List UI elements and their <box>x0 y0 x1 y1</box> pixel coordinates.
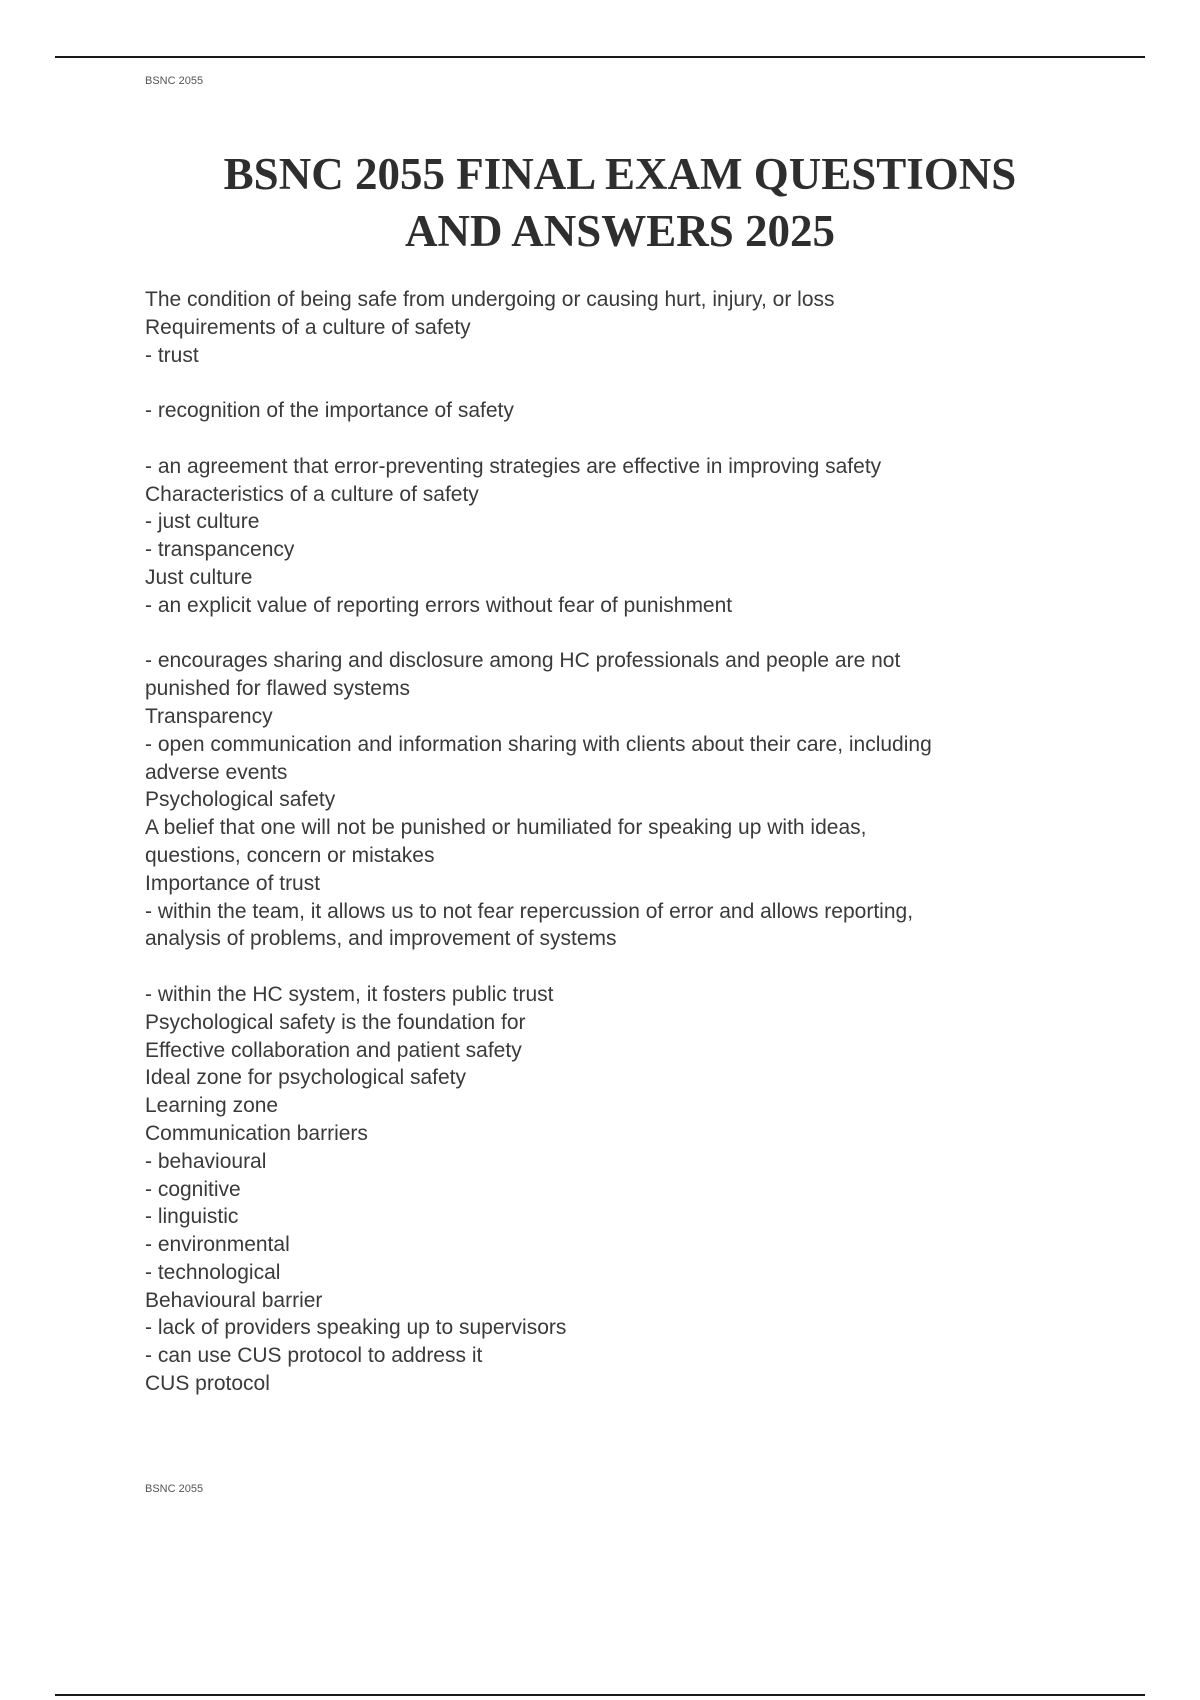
text-line: questions, concern or mistakes <box>145 843 435 867</box>
running-header: BSNC 2055 <box>145 75 204 87</box>
text-line: Requirements of a culture of safety <box>145 315 471 339</box>
text-line: Effective collaboration and patient safety <box>145 1038 522 1062</box>
blank-line <box>145 425 1075 453</box>
text-line: adverse events <box>145 760 288 784</box>
text-line: - technological <box>145 1260 281 1284</box>
text-line: - transpancency <box>145 538 295 562</box>
text-line: - can use CUS protocol to address it <box>145 1344 483 1368</box>
text-line: - an agreement that error-preventing strategies are effective in improving safety <box>145 454 882 478</box>
text-line: - lack of providers speaking up to supervisors <box>145 1316 567 1340</box>
text-line: Psychological safety <box>145 788 336 812</box>
bottom-rule <box>55 1694 1145 1696</box>
text-line: Transparency <box>145 704 273 728</box>
text-line: Characteristics of a culture of safety <box>145 482 479 506</box>
title-line-1: BSNC 2055 FINAL EXAM QUESTIONS <box>223 149 1017 199</box>
title-line-2: AND ANSWERS 2025 <box>404 206 836 256</box>
text-line: analysis of problems, and improvement of systems <box>145 927 617 951</box>
blank-line <box>145 620 1075 648</box>
text-line: Communication barriers <box>145 1121 368 1145</box>
text-line: Behavioural barrier <box>145 1288 323 1312</box>
document-body <box>145 286 1075 1398</box>
text-line: - just culture <box>145 510 260 534</box>
text-line: - encourages sharing and disclosure among HC professionals and people are not <box>145 649 901 673</box>
text-line: punished for flawed systems <box>145 677 410 701</box>
text-line: The condition of being safe from undergoing or causing hurt, injury, or loss <box>145 288 835 311</box>
blank-line <box>145 369 1075 397</box>
text-line: Psychological safety is the foundation for <box>145 1010 526 1034</box>
text-line: - within the team, it allows us to not fear repercussion of error and allows reporting, <box>145 899 914 923</box>
text-line: - linguistic <box>145 1205 239 1229</box>
text-line: Importance of trust <box>145 871 321 895</box>
text-line: Learning zone <box>145 1094 279 1118</box>
document-title <box>100 146 1140 260</box>
text-line: - environmental <box>145 1233 290 1257</box>
text-line: - cognitive <box>145 1177 241 1201</box>
running-footer: BSNC 2055 <box>145 1483 204 1495</box>
text-line: Just culture <box>145 565 253 589</box>
text-line: - recognition of the importance of safety <box>145 399 514 423</box>
text-line: Ideal zone for psychological safety <box>145 1066 467 1090</box>
top-rule <box>55 56 1145 58</box>
text-line: CUS protocol <box>145 1372 270 1396</box>
text-line: - open communication and information sharing with clients about their care, including <box>145 732 932 756</box>
text-line: - trust <box>145 343 199 367</box>
text-line: A belief that one will not be punished or humiliated for speaking up with ideas, <box>145 816 867 840</box>
text-line: - an explicit value of reporting errors without fear of punishment <box>145 593 733 617</box>
text-line: - behavioural <box>145 1149 267 1173</box>
text-line: - within the HC system, it fosters public trust <box>145 982 554 1006</box>
blank-line <box>145 953 1075 981</box>
